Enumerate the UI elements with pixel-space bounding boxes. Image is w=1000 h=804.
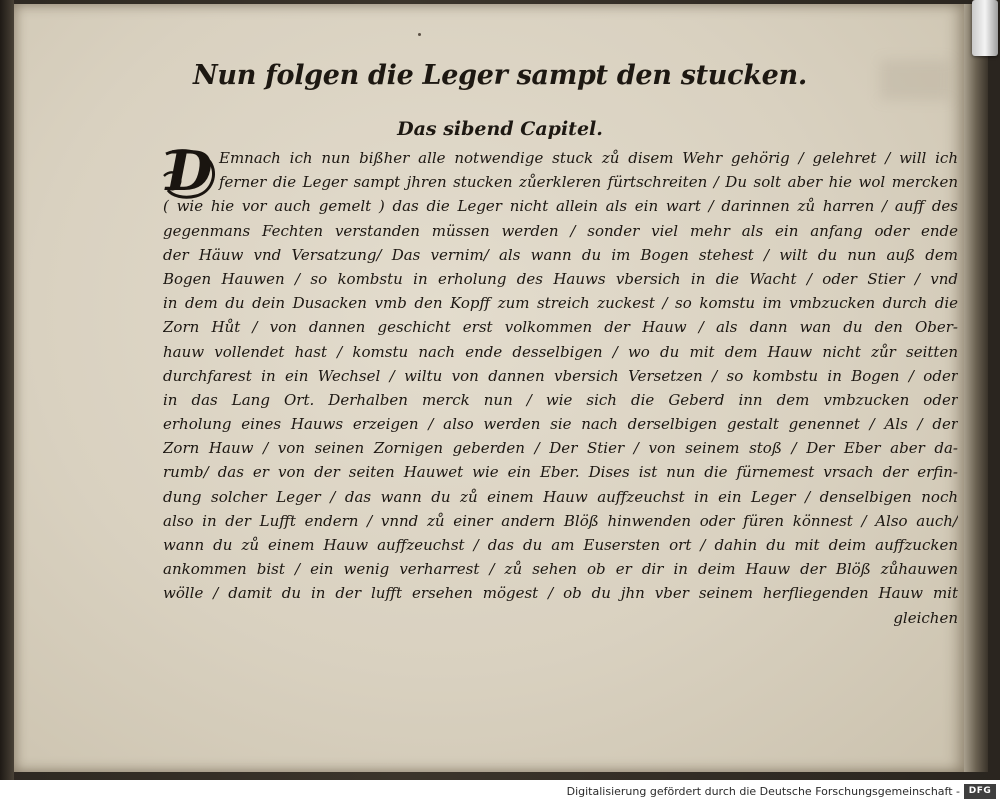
text-line: ( wie hie vor auch gemelt ) das die Leger nicht allein als ein wart / darinnen zů harren / auff des bbox=[163, 197, 958, 216]
text-line: erholung eines Hauws erzeigen / also werden sie nach derselbigen gestalt genennet / Als / der bbox=[163, 415, 958, 434]
text-line: rumb/ das er von der seiten Hauwet wie ein Eber. Dises ist nun die fürnemest vrsach der erfin- bbox=[163, 463, 958, 482]
page-title: Nun folgen die Leger sampt den stucken. bbox=[193, 60, 807, 91]
page-speck bbox=[418, 33, 421, 36]
ink-show-through bbox=[880, 60, 950, 100]
text-line: wann du zů einem Hauw auffzeuchst / das du am Eusersten ort / dahin du mit deim auffzucken bbox=[163, 536, 958, 554]
catchword: gleichen bbox=[893, 608, 958, 627]
text-line: wölle / damit du in der lufft ersehen mögest / ob du jhn vber seinem herfliegenden Hauw mit bbox=[163, 584, 958, 603]
initial-letter: D bbox=[165, 139, 213, 203]
text-line: Emnach ich nun bißher alle notwendige stuck zů disem Wehr gehörig / gelehret / will ich bbox=[219, 149, 958, 167]
text-line: durchfarest in ein Wechsel / wiltu von dannen vbersich Versetzen / so kombstu in Bogen / oder bbox=[163, 366, 958, 385]
text-line: der Häuw vnd Versatzung/ Das vernim/ als wann du im Bogen stehest / wilt du nun auß dem bbox=[163, 245, 958, 264]
body-text bbox=[163, 139, 958, 630]
page-clip bbox=[972, 0, 998, 56]
funding-credit: Digitalisierung gefördert durch die Deutsche Forschungsgemeinschaft - bbox=[566, 785, 960, 798]
text-line: dung solcher Leger / das wann du zů einem Hauw auffzeuchst in ein Leger / denselbigen noch bbox=[163, 487, 958, 506]
text-line: also in der Lufft endern / vnnd zů einer andern Blöß hinwenden oder füren könnest / Also auch/ bbox=[163, 511, 958, 530]
text-line: Bogen Hauwen / so kombstu in erholung des Hauws vbersich in die Wacht / oder Stier / vnd bbox=[163, 269, 958, 288]
text-line: in das Lang Ort. Derhalben merck nun / wie sich die Geberd inn dem vmbzucken oder bbox=[163, 390, 958, 409]
text-line: gegenmans Fechten verstanden müssen werden / sonder viel mehr als ein anfang oder ende bbox=[163, 221, 958, 240]
text-line: Zorn Hůt / von dannen geschicht erst volkommen der Hauw / als dann wan du den Ober- bbox=[163, 318, 958, 337]
text-line: Zorn Hauw / von seinen Zornigen geberden / Der Stier / von seinem stoß / Der Eber aber da- bbox=[163, 439, 958, 458]
dfg-logo: DFG bbox=[964, 784, 996, 799]
text-line: ferner die Leger sampt jhren stucken zůerkleren fürtschreiten / Du solt aber hie wol mercken bbox=[219, 173, 958, 192]
text-line: ankommen bist / ein wenig verharrest / zů sehen ob er dir in deim Hauw der Blöß zůhauwen bbox=[163, 560, 958, 579]
text-line: in dem du dein Dusacken vmb den Kopff zum streich zuckest / so komstu im vmbzucken durch die bbox=[163, 294, 958, 313]
page-edge bbox=[964, 4, 988, 772]
chapter-heading: Das sibend Capitel. bbox=[397, 118, 603, 140]
book-binding bbox=[0, 0, 14, 780]
text-line: hauw vollendet hast / komstu nach ende desselbigen / wo du mit dem Hauw nicht zůr seitten bbox=[163, 342, 958, 361]
